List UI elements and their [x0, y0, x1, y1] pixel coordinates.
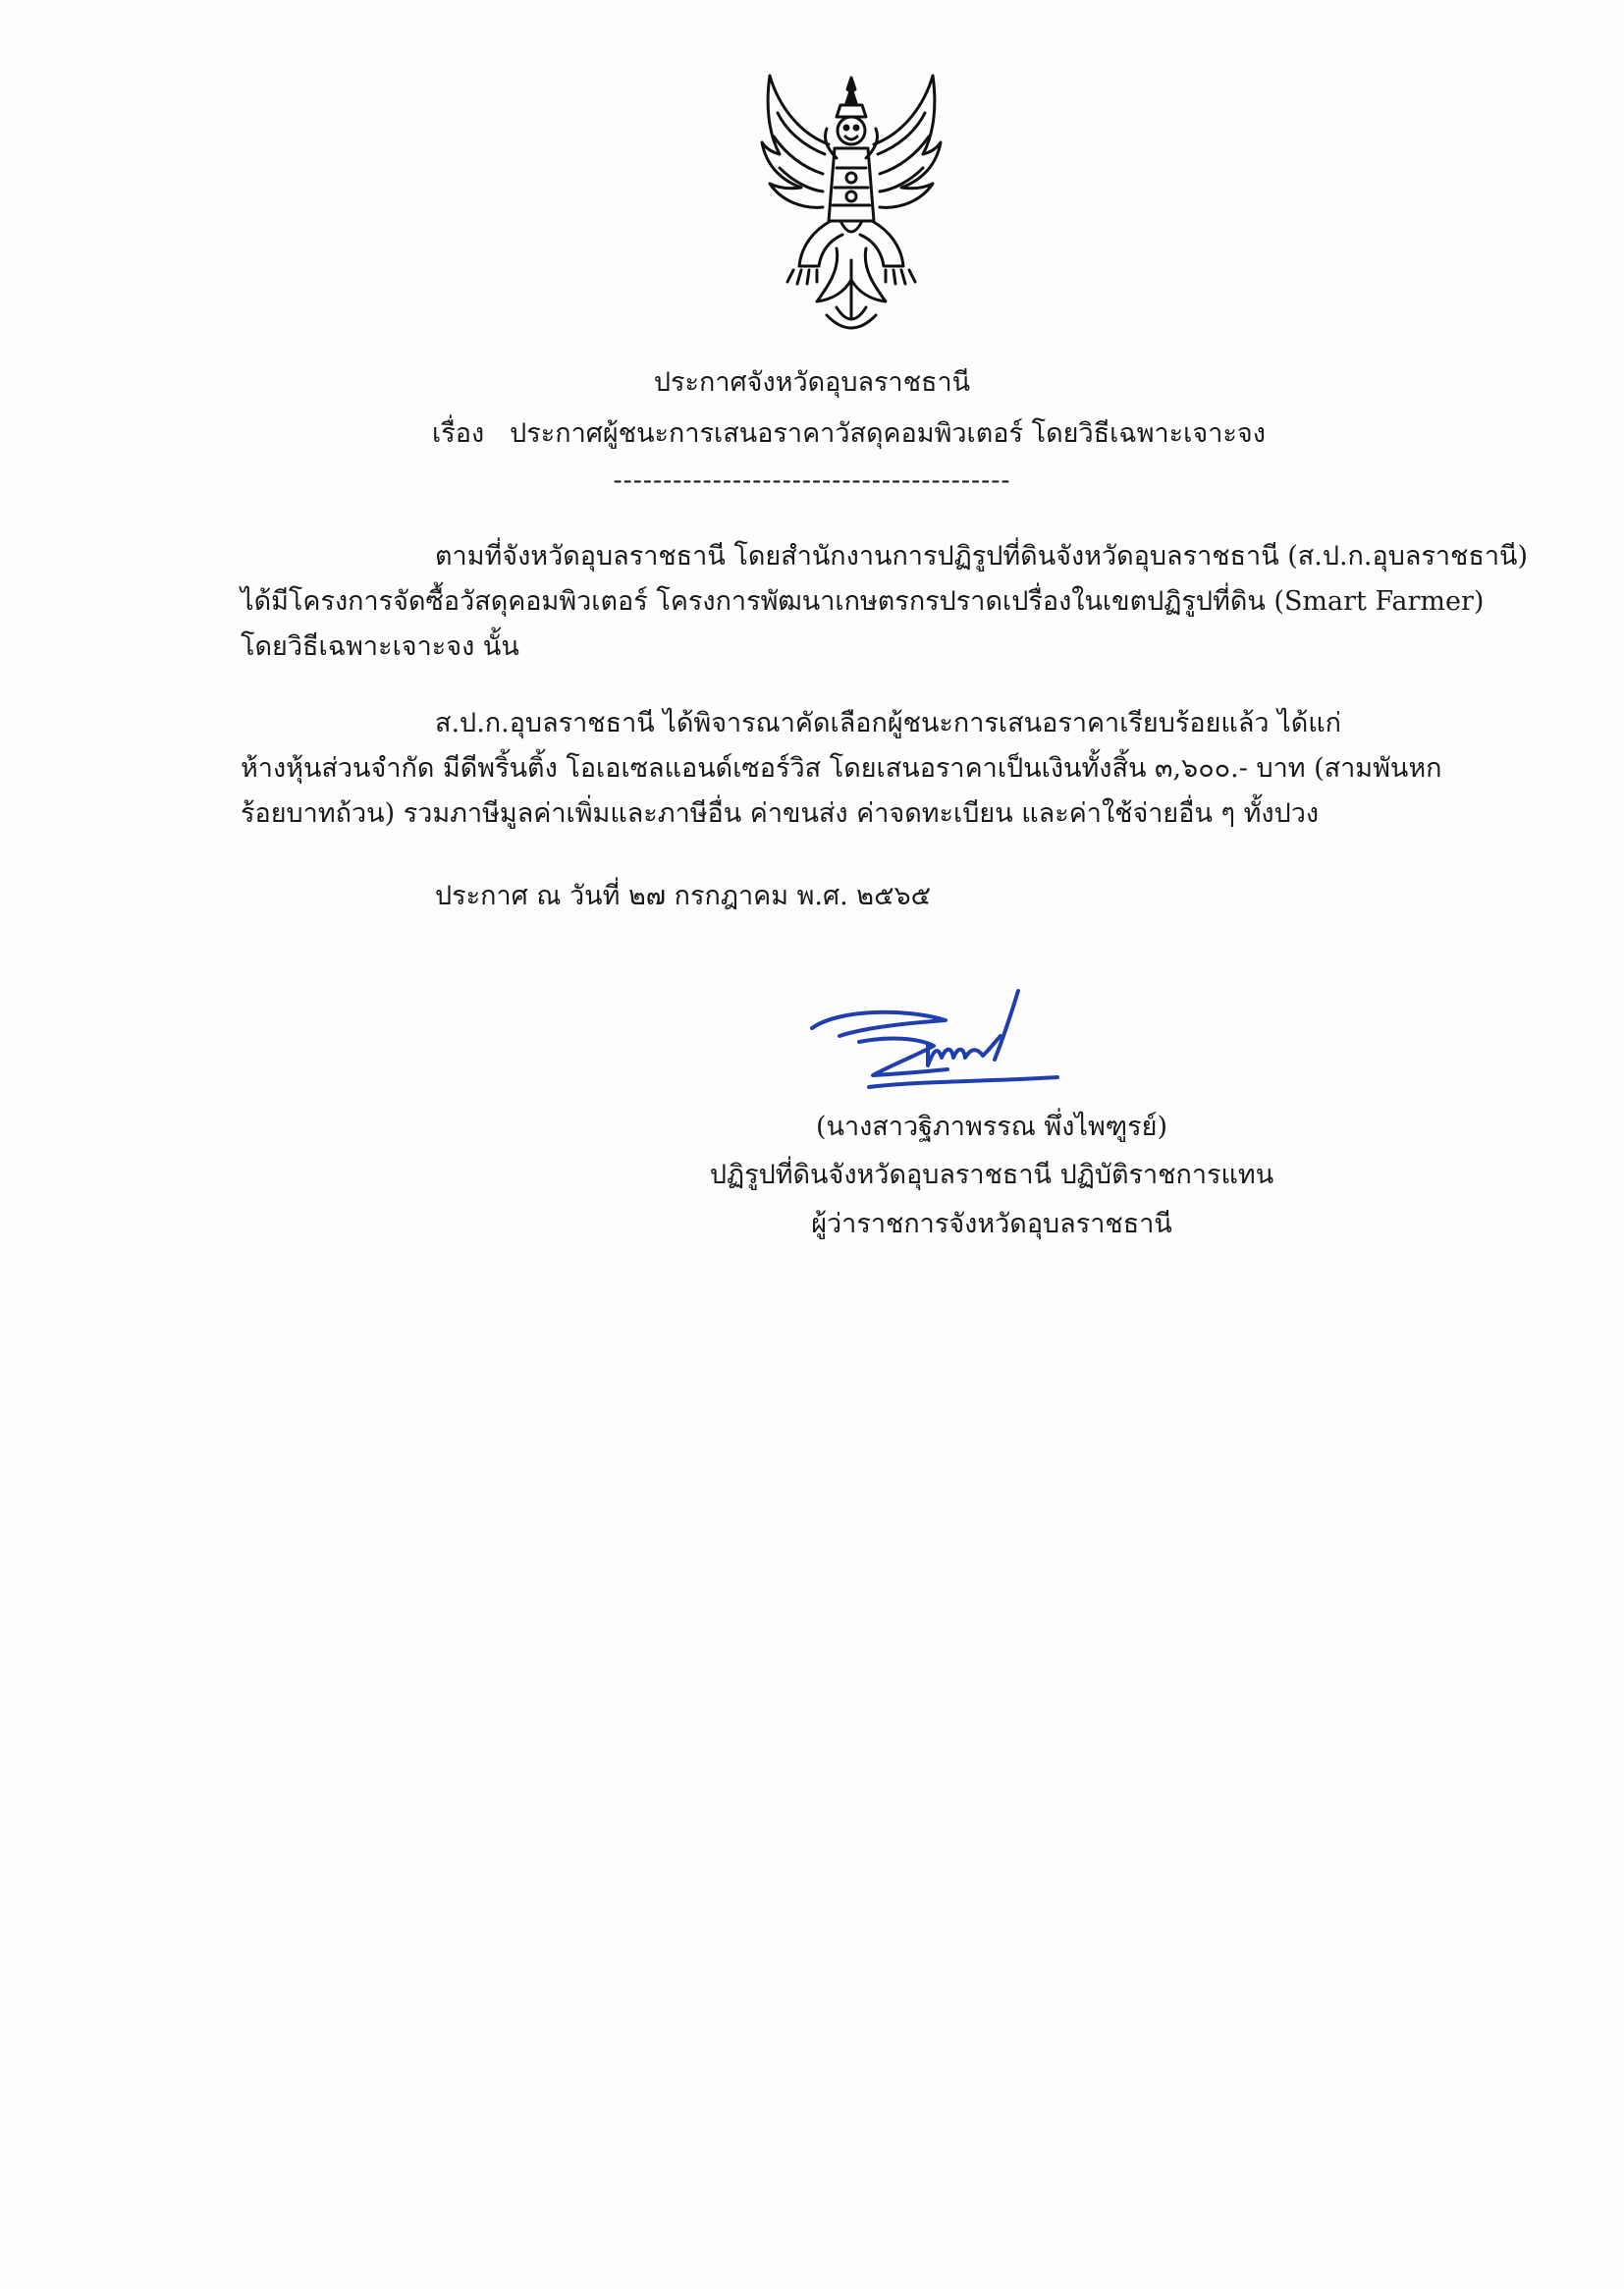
- paragraph-2-line-3: ร้อยบาทถ้วน) รวมภาษีมูลค่าเพิ่มและภาษีอื่น ค่าขนส่ง ค่าจดทะเบียน และค่าใช้จ่ายอื่น ๆ ทั้งปวง: [241, 798, 1320, 829]
- paragraph-1-line-3: โดยวิธีเฉพาะเจาะจง นั้น: [241, 631, 519, 662]
- paragraph-1: [241, 534, 1528, 670]
- divider-line: ----------------------------------------: [613, 465, 1011, 496]
- paragraph-2: [241, 701, 1483, 837]
- paragraph-1-line-2: ได้มีโครงการจัดซื้อวัสดุคอมพิวเตอร์ โครงการพัฒนาเกษตรกรปราดเปรื่องในเขตปฏิรูปที่ดิน (Smart Farmer): [241, 586, 1485, 617]
- paragraph-2-line-2: ห้างหุ้นส่วนจำกัด มีดีพริ้นติ้ง โอเอเซลแอนด์เซอร์วิส โดยเสนอราคาเป็นเงินทั้งสิ้น ๓,๖๐๐.- บาท (สามพันหก: [241, 753, 1442, 784]
- paragraph-2-line-1: ส.ป.ก.อุบลราชธานี ได้พิจารณาคัดเลือกผู้ชนะการเสนอราคาเรียบร้อยแล้ว ได้แก่: [435, 708, 1341, 738]
- announcement-title: ประกาศจังหวัดอุบลราชธานี: [653, 367, 971, 398]
- subject-text: ประกาศผู้ชนะการเสนอราคาวัสดุคอมพิวเตอร์ โดยวิธีเฉพาะเจาะจง: [510, 418, 1266, 449]
- signatory-name: (นางสาวฐิภาพรรณ พึ่งไพฑูรย์): [815, 1112, 1168, 1142]
- announcement-date: ประกาศ ณ วันที่ ๒๗ กรกฎาคม พ.ศ. ๒๕๖๕: [435, 881, 932, 911]
- signatory-position-2: ผู้ว่าราชการจังหวัดอุบลราชธานี: [811, 1209, 1172, 1239]
- garuda-emblem-icon: [758, 74, 945, 339]
- subject-label: เรื่อง: [432, 418, 485, 449]
- signatory-position: ปฏิรูปที่ดินจังหวัดอุบลราชธานี ปฏิบัติราชการแทน: [709, 1160, 1274, 1190]
- subject-line: [432, 414, 1266, 454]
- paragraph-1-line-1: ตามที่จังหวัดอุบลราชธานี โดยสำนักงานการปฏิรูปที่ดินจังหวัดอุบลราชธานี (ส.ป.ก.อุบลราชธานี): [435, 541, 1528, 572]
- signature-mark: [800, 987, 1075, 1105]
